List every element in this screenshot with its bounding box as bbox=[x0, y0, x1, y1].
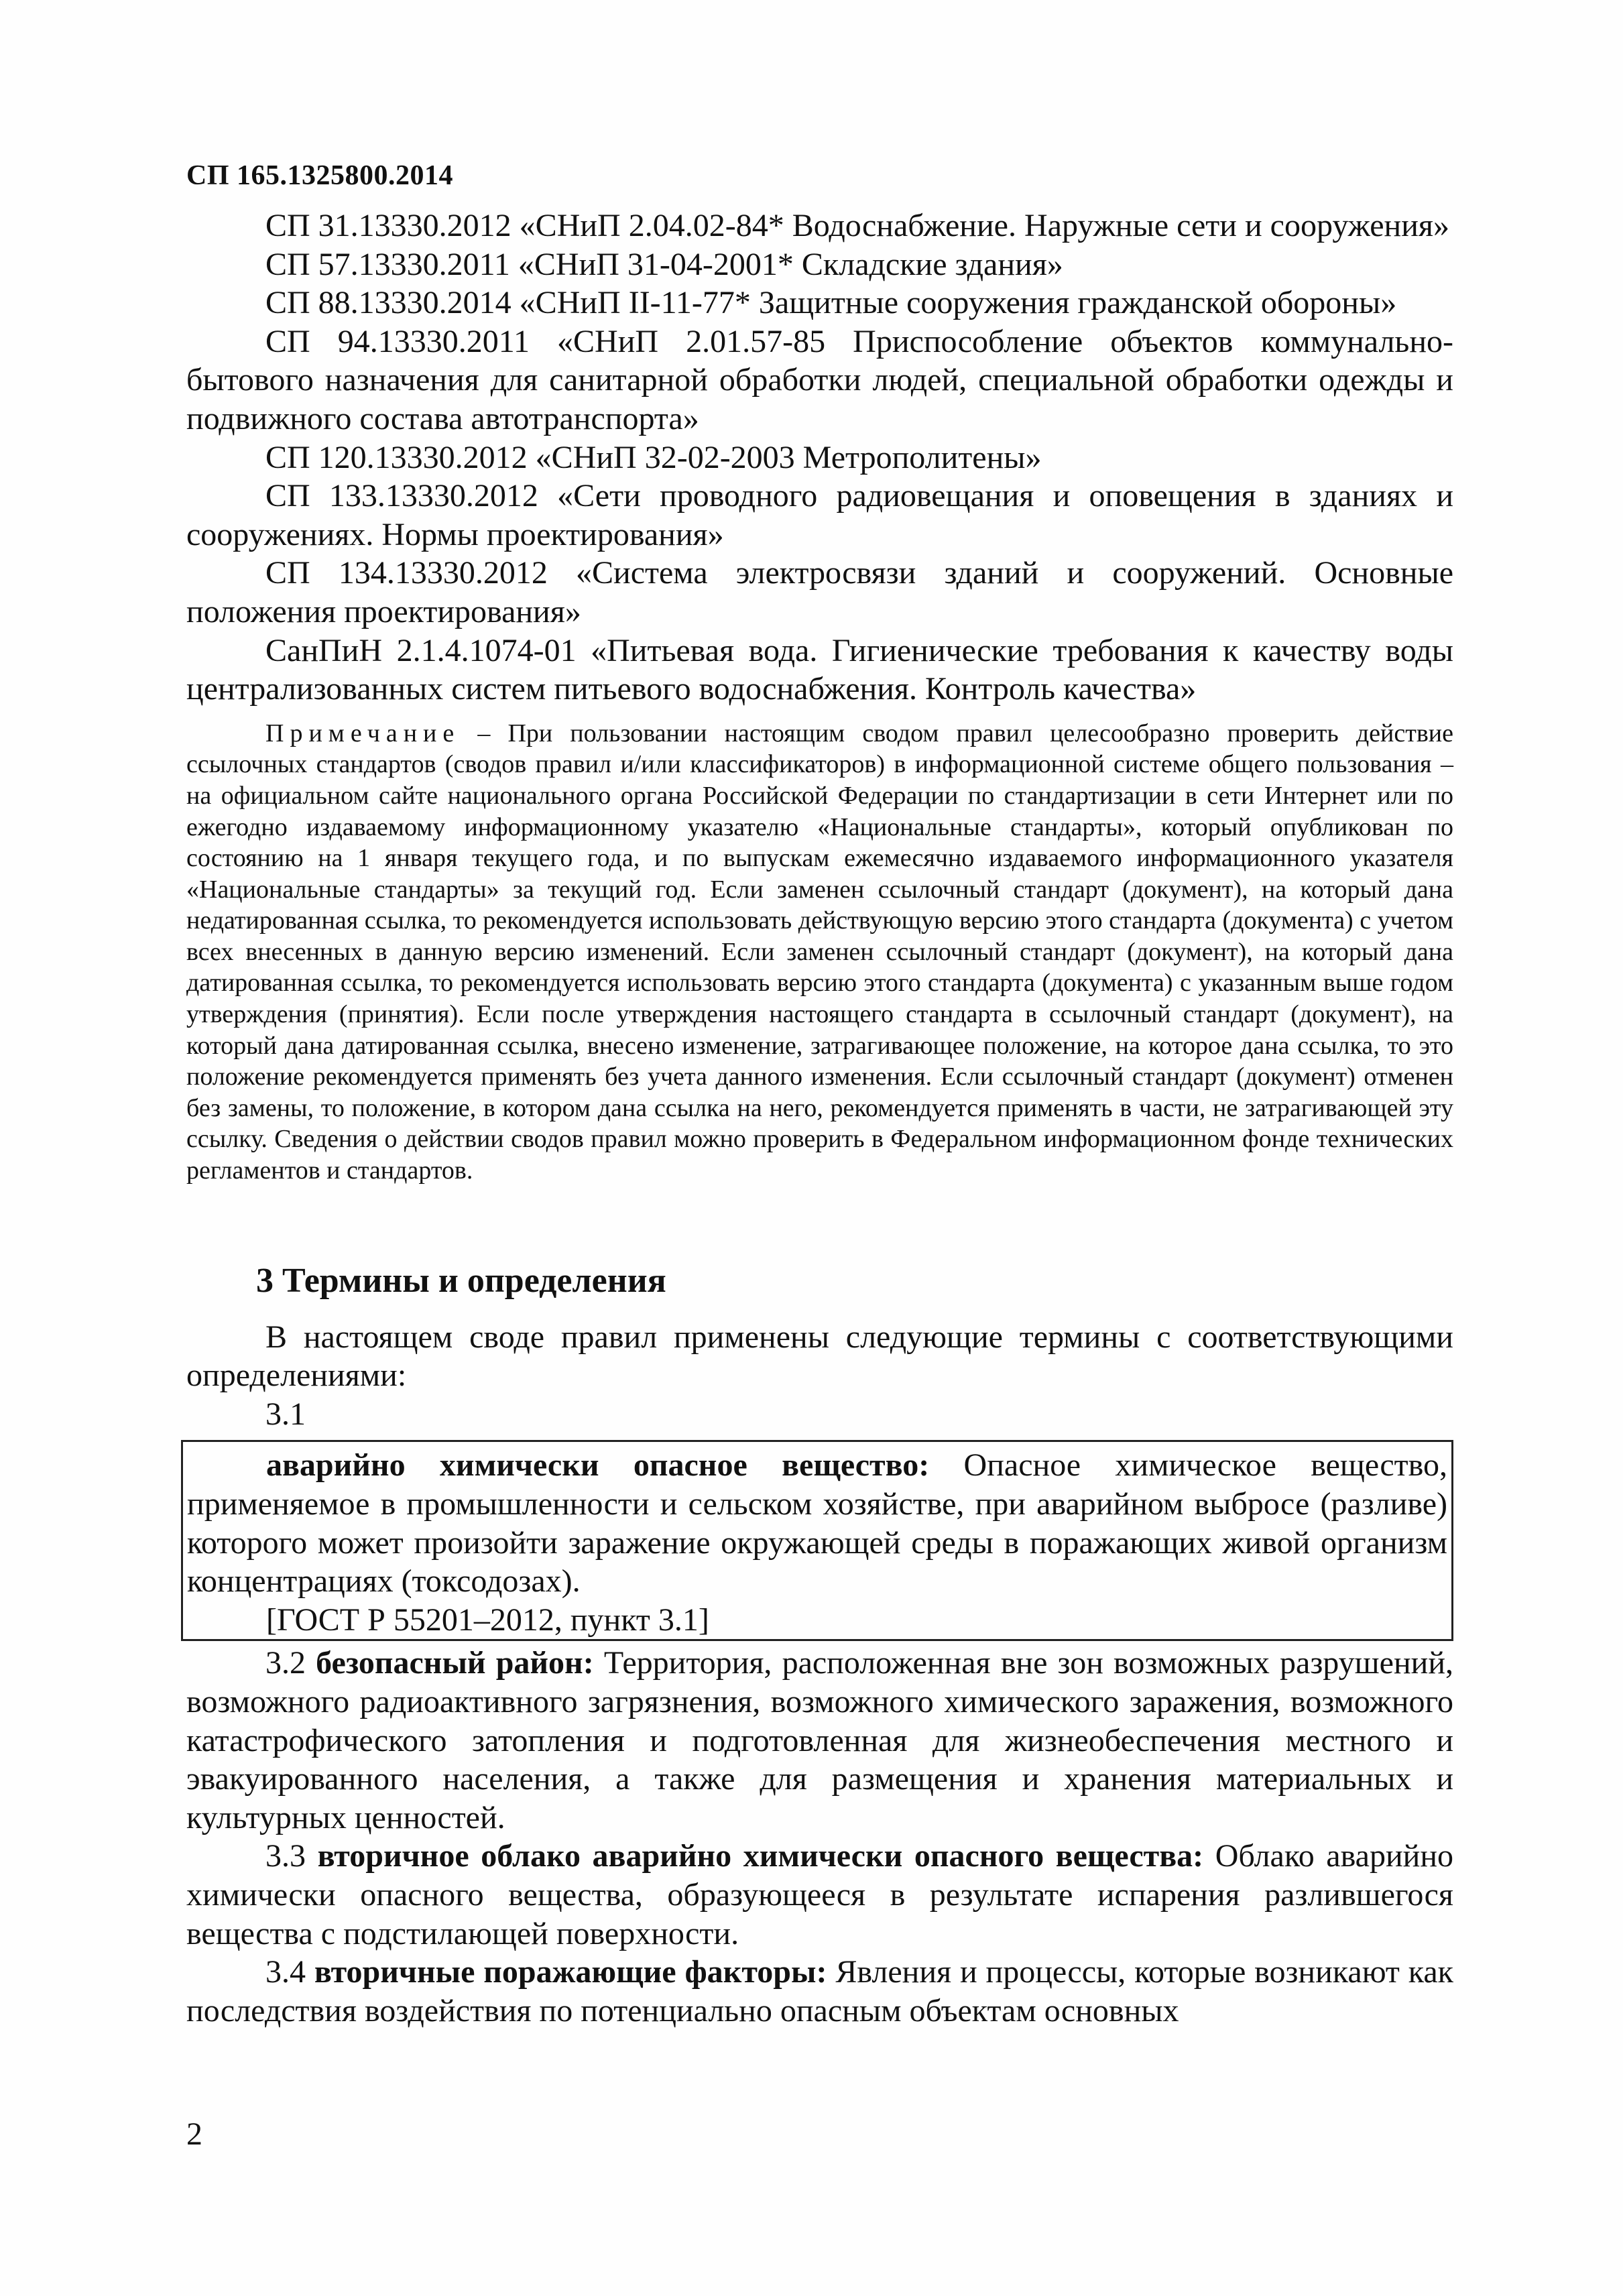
term-number: 3.2 bbox=[265, 1645, 316, 1681]
term-name: вторичные поражающие факторы: bbox=[314, 1954, 827, 1990]
term-definition: Явления и процессы, которые возникают как последствия воздействия по потенциально опасным объектам основных bbox=[186, 1954, 1454, 2029]
reference-item: СП 88.13330.2014 «СНиП II-11-77* Защитные сооружения гражданской обороны» bbox=[265, 285, 1397, 321]
term-definition-box bbox=[181, 1440, 1453, 1641]
reference-item: СП 31.13330.2012 «СНиП 2.04.02-84* Водоснабжение. Наружные сети и сооружения» bbox=[265, 208, 1449, 243]
note-paragraph bbox=[186, 718, 1453, 1187]
note-text: – При пользовании настоящим сводом правил целесообразно проверить действие ссылочных стандартов (сводов правил и/или классификаторов) в информационной системе общего пользования – на официальном сайте национального органа Российской Федерации по стандартизации в сети Интернет или по ежегодно издаваемому информационному указателю «Национальные стандарты», который опубликован по состоянию на 1 января текущего года, и по выпускам ежемесячно издаваемого информационного указателя «Национальные стандарты» за текущий год. Если заменен ссылочный стандарт (документ), на который дана недатированная ссылка, то рекомендуется использовать действующую версию этого стандарта (документа) с учетом всех внесенных в данную версию изменений. Если заменен ссылочный стандарт (документ), на который дана датированная ссылка, то рекомендуется использовать версию этого стандарта (документа) с указанным выше годом утверждения (принятия). Если после утверждения настоящего стандарта в ссылочный стандарт (документ), на который дана датированная ссылка, внесено изменение, затрагивающее положение, на которое дана ссылка, то это положение рекомендуется применять без учета данного изменения. Если ссылочный стандарт (документ) отменен без замены, то положение, в котором дана ссылка на него, рекомендуется применять в части, не затрагивающей эту ссылку. Сведения о действии сводов правил можно проверить в Федеральном информационном фонде технических регламентов и стандартов. bbox=[186, 719, 1453, 1185]
reference-item: СП 94.13330.2011 «СНиП 2.01.57-85 Приспособление объектов коммунально-бытового назначения для санитарной обработки людей, специальной обработки одежды и подвижного состава автотранспорта» bbox=[186, 323, 1453, 436]
reference-item: СП 134.13330.2012 «Система электросвязи зданий и сооружений. Основные положения проектирования» bbox=[186, 555, 1453, 629]
page-content bbox=[186, 206, 1453, 2030]
term-number: 3.3 bbox=[265, 1838, 318, 1874]
page-number: 2 bbox=[186, 2116, 202, 2152]
reference-item: СанПиН 2.1.4.1074-01 «Питьевая вода. Гигиенические требования к качеству воды централизованных систем питьевого водоснабжения. Контроль качества» bbox=[186, 632, 1453, 707]
section-intro: В настоящем своде правил применены следующие термины с соответствующими определениями: bbox=[186, 1319, 1453, 1394]
term-definition: Облако аварийно химически опасного вещества, образующееся в результате испарения разлившегося вещества с подстилающей поверхности. bbox=[186, 1838, 1453, 1951]
term-number: 3.4 bbox=[265, 1954, 314, 1990]
term-3-2 bbox=[186, 1644, 1453, 1837]
note-label: Примечание bbox=[265, 719, 461, 747]
reference-item: СП 57.13330.2011 «СНиП 31-04-2001* Складские здания» bbox=[265, 246, 1063, 282]
reference-item: СП 120.13330.2012 «СНиП 32-02-2003 Метрополитены» bbox=[265, 439, 1042, 475]
term-name: аварийно химически опасное вещество: bbox=[266, 1447, 930, 1484]
term-3-3 bbox=[186, 1837, 1453, 1953]
document-code-header: СП 165.1325800.2014 bbox=[186, 160, 453, 191]
term-definition: Территория, расположенная вне зон возможных разрушений, возможного радиоактивного загрязнения, возможного химического заражения, возможного катастрофического затопления и подготовленная для жизнеобеспечения местного и эвакуированного населения, а также для размещения и хранения материальных и культурных ценностей. bbox=[186, 1645, 1454, 1835]
section-heading: 3 Термины и определения bbox=[256, 1261, 666, 1300]
term-3-4 bbox=[186, 1953, 1453, 2030]
term-definition: Опасное химическое вещество, применяемое в промышленности и сельском хозяйстве, при аварийном выбросе (разливе) которого может произойти заражение окружающей среды в поражающих живой организм концентрациях (токсодозах). bbox=[187, 1447, 1447, 1599]
reference-item: СП 133.13330.2012 «Сети проводного радиовещания и оповещения в зданиях и сооружениях. Нормы проектирования» bbox=[186, 478, 1453, 552]
term-name: вторичное облако аварийно химически опасного вещества: bbox=[317, 1838, 1204, 1874]
term-name: безопасный район: bbox=[316, 1645, 594, 1681]
term-3-1 bbox=[187, 1446, 1447, 1600]
term-source: [ГОСТ Р 55201–2012, пункт 3.1] bbox=[266, 1602, 709, 1638]
term-number: 3.1 bbox=[265, 1396, 306, 1432]
